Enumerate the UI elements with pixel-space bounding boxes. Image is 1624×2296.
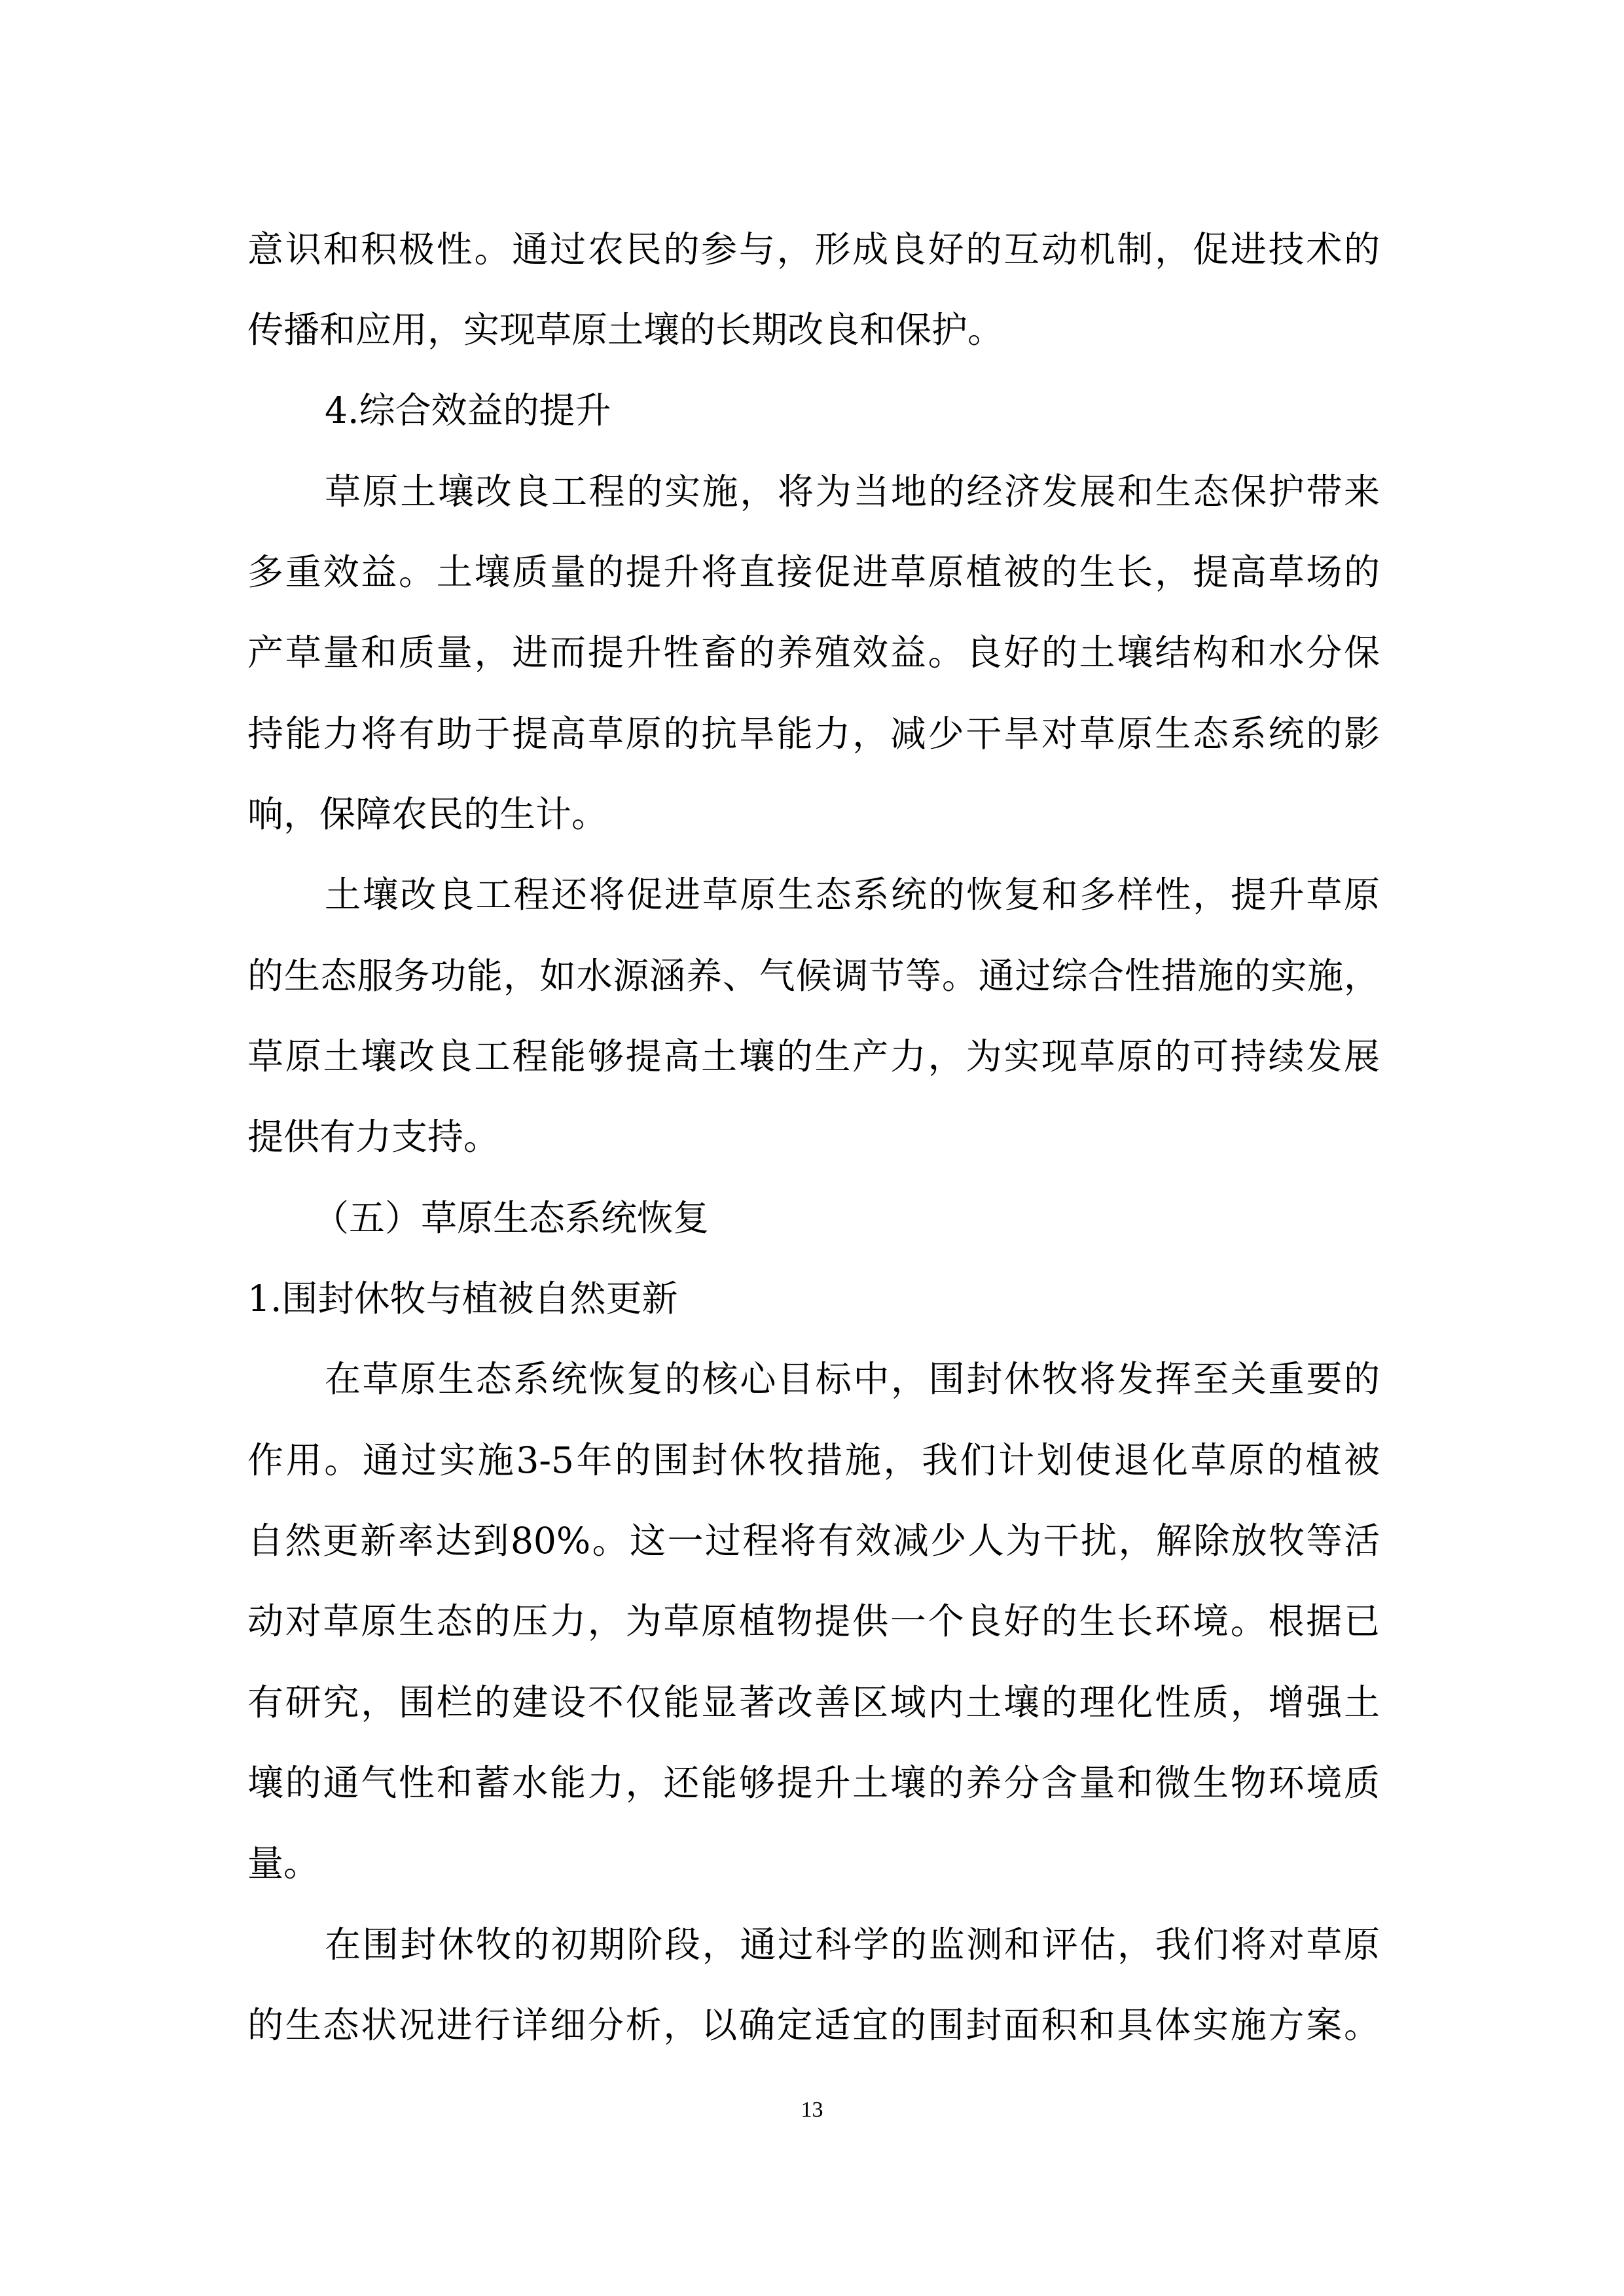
text-line: 草原土壤改良工程的实施，将为当地的经济发展和生态保护带来	[325, 471, 1380, 512]
text-line: 响，保障农民的生计。	[247, 793, 608, 835]
text-line: 草原土壤改良工程能够提高土壤的生产力，为实现草原的可持续发展	[247, 1035, 1380, 1077]
subsection-heading: 1.围封休牧与植被自然更新	[247, 1278, 678, 1319]
text-line: 的生态状况进行详细分析，以确定适宜的围封面积和具体实施方案。	[247, 2004, 1380, 2046]
text-line: 意识和积极性。通过农民的参与，形成良好的互动机制，促进技术的	[247, 228, 1380, 270]
text-line: 多重效益。土壤质量的提升将直接促进草原植被的生长，提高草场的	[247, 551, 1380, 593]
text-line: 作用。通过实施3-5年的围封休牧措施，我们计划使退化草原的植被	[247, 1439, 1380, 1481]
text-line: 动对草原生态的压力，为草原植物提供一个良好的生长环境。根据已	[247, 1600, 1380, 1642]
text-line: 壤的通气性和蓄水能力，还能够提升土壤的养分含量和微生物环境质	[247, 1762, 1380, 1804]
section-heading: （五）草原生态系统恢复	[313, 1197, 710, 1239]
section-heading: 4.综合效益的提升	[325, 389, 611, 431]
page-number: 13	[801, 2098, 823, 2122]
text-line: 自然更新率达到80%。这一过程将有效减少人为干扰，解除放牧等活	[247, 1520, 1380, 1562]
text-line: 在草原生态系统恢复的核心目标中，围封休牧将发挥至关重要的	[325, 1358, 1380, 1400]
text-line: 土壤改良工程还将促进草原生态系统的恢复和多样性，提升草原	[325, 874, 1380, 916]
text-line: 量。	[247, 1842, 320, 1884]
text-line: 提供有力支持。	[247, 1116, 500, 1158]
text-line: 持能力将有助于提高草原的抗旱能力，减少干旱对草原生态系统的影	[247, 713, 1380, 755]
text-line: 有研究，围栏的建设不仅能显著改善区域内土壤的理化性质，增强土	[247, 1681, 1380, 1723]
text-line: 的生态服务功能，如水源涵养、气候调节等。通过综合性措施的实施，	[247, 955, 1380, 997]
text-line: 传播和应用，实现草原土壤的长期改良和保护。	[247, 309, 1004, 351]
text-line: 产草量和质量，进而提升牲畜的养殖效益。良好的土壤结构和水分保	[247, 632, 1380, 673]
text-line: 在围封休牧的初期阶段，通过科学的监测和评估，我们将对草原	[325, 1924, 1380, 1965]
